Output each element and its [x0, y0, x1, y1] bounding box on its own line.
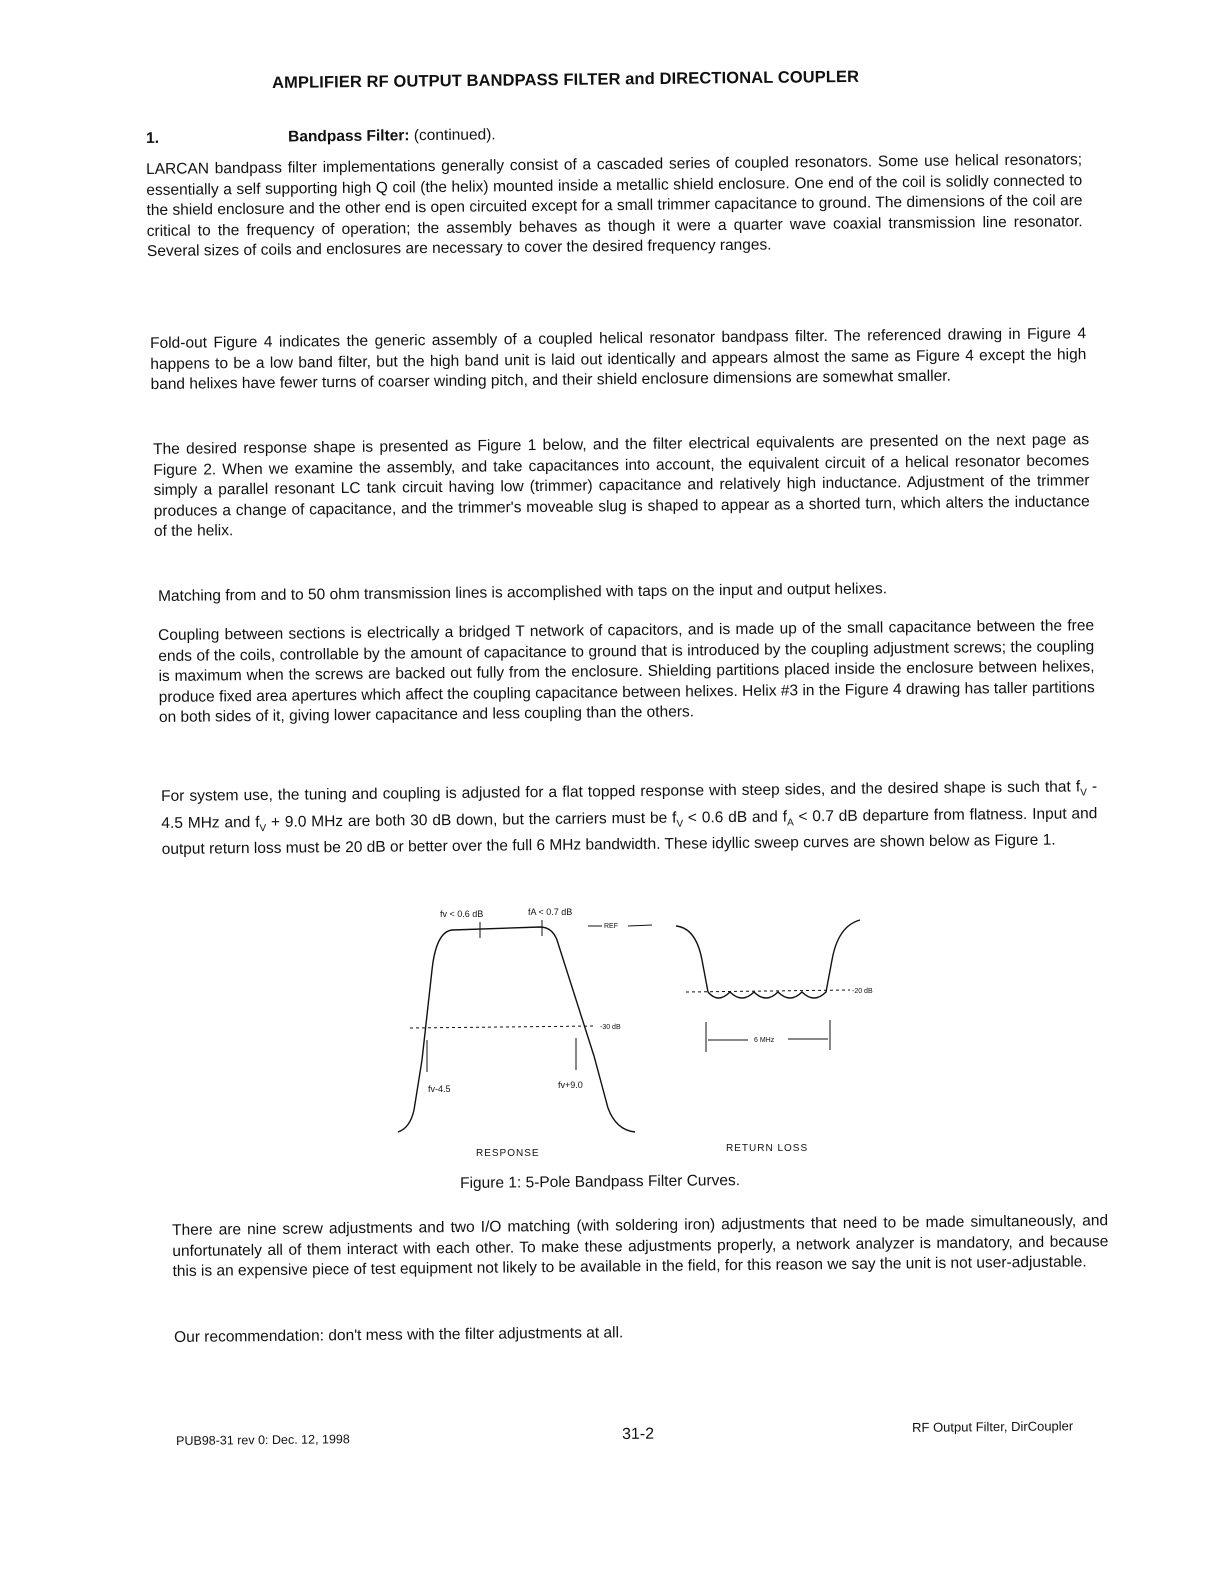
figure-1-drawing	[380, 900, 920, 1175]
label-return-loss: RETURN LOSS	[726, 1143, 809, 1154]
label-fv-plus: fv+9.0	[558, 1080, 583, 1090]
paragraph-adjustments: There are nine screw adjustments and two I/O matching (with soldering iron) adjustments that need to be made simultaneously, and unfortunately all of them interact with each other. To make these adjustments properly, a network analyzer is mandatory, and because this is an expensive piece of test equipment not likely to be available in the field, for this reason we say the unit is not user-adjustable.	[172, 1212, 1109, 1280]
figure-1-filter-curves	[380, 900, 920, 1175]
section-number: 1.	[146, 129, 160, 147]
footer-publication: PUB98-31 rev 0: Dec. 12, 1998	[176, 1432, 350, 1448]
paragraph-recommendation: Our recommendation: don't mess with the filter adjustments at all.	[174, 1324, 624, 1346]
label-fv-minus: fv-4.5	[428, 1084, 451, 1094]
label-response: RESPONSE	[476, 1148, 540, 1159]
figure-caption: Figure 1: 5-Pole Bandpass Filter Curves.	[460, 1172, 741, 1192]
paragraph-system-use: For system use, the tuning and coupling is adjusted for a flat topped response with steep sides, and the desired shape is such that $f_V - 4.5$ MHz and $f_V + 9.0$ MHz are both 30 dB down, but the carriers must be $f_V < 0.6$ dB and $f_A < 0.7$ dB departure from flatness. Input and output return loss must be 20 dB or better over the full 6 MHz bandwidth. These idyllic sweep curves are shown below as Figure 1.	[161, 778, 1098, 859]
section-title: Bandpass Filter:	[287, 127, 410, 146]
section-heading	[146, 126, 496, 148]
paragraph-fold-out-figure: Fold-out Figure 4 indicates the generic assembly of a coupled helical resonator bandpass filter. The referenced drawing in Figure 4 happens to be a low band filter, but the high band unit is laid out identically and appears almost the same as Figure 4 except the high band helixes have fewer turns of coarser winding pitch, and their shield enclosure dimensions are somewhat smaller.	[150, 325, 1087, 393]
section-title-suffix: (continued).	[409, 126, 496, 145]
paragraph-helical-resonators: LARCAN bandpass filter implementations generally consist of a cascaded series of coupled resonators. Some use helical resonators; essentially a self supporting high Q coil (the helix) mounted inside a metallic shield enclosure. One end of the coil is solidly connected to the shield enclosure and the other end is open circuited except for a small trimmer capacitance to ground. The dimensions of the coil are critical to the frequency of operation; the assembly behaves as though it were a quarter wave coaxial transmission line resonator. Several sizes of coils and enclosures are necessary to cover the desired frequency ranges.	[146, 151, 1083, 260]
paragraph-response-shape: The desired response shape is presented as Figure 1 below, and the filter electrical equivalents are presented on the next page as Figure 2. When we examine the assembly, and take capacitances into account, the equivalent circuit of a helical resonator becomes simply a parallel resonant LC tank circuit having low (trimmer) capacitance and relatively high inductance. Adjustment of the trimmer produces a change of capacitance, and the trimmer's moveable slug is shaped to appear as a shorted turn, which alters the inductance of the helix.	[153, 431, 1090, 540]
footer-page-number: 31-2	[622, 1425, 655, 1443]
page-title: AMPLIFIER RF OUTPUT BANDPASS FILTER and DIRECTIONAL COUPLER	[272, 67, 860, 92]
label-minus-20db: -20 dB	[852, 988, 873, 995]
label-ref: REF	[604, 923, 618, 930]
paragraph-matching: Matching from and to 50 ohm transmission lines is accomplished with taps on the input and output helixes.	[158, 580, 888, 605]
label-fa-top: fA < 0.7 dB	[528, 907, 573, 917]
label-6mhz: 6 MHz	[754, 1037, 775, 1044]
footer-section-title: RF Output Filter, DirCoupler	[912, 1418, 1074, 1435]
return-loss-curve	[676, 920, 860, 998]
paragraph-coupling: Coupling between sections is electrically a bridged T network of capacitors, and is made up of the small capacitance between the free ends of the coils, controllable by the amount of capacitance to ground that is introduced by the coupling adjustment screws; the coupling is maximum when the screws are backed out fully from the enclosure. Shielding partitions placed inside the enclosure between helixes, produce fixed area apertures which affect the coupling capacitance between helixes. Helix #3 in the Figure 4 drawing has taller partitions on both sides of it, giving lower capacitance and less coupling than the others.	[158, 617, 1095, 726]
label-minus-30db: -30 dB	[600, 1024, 621, 1031]
minus-30db-line	[410, 1026, 595, 1028]
label-fv-top: fv < 0.6 dB	[440, 909, 484, 919]
ref-line-right	[628, 925, 652, 926]
